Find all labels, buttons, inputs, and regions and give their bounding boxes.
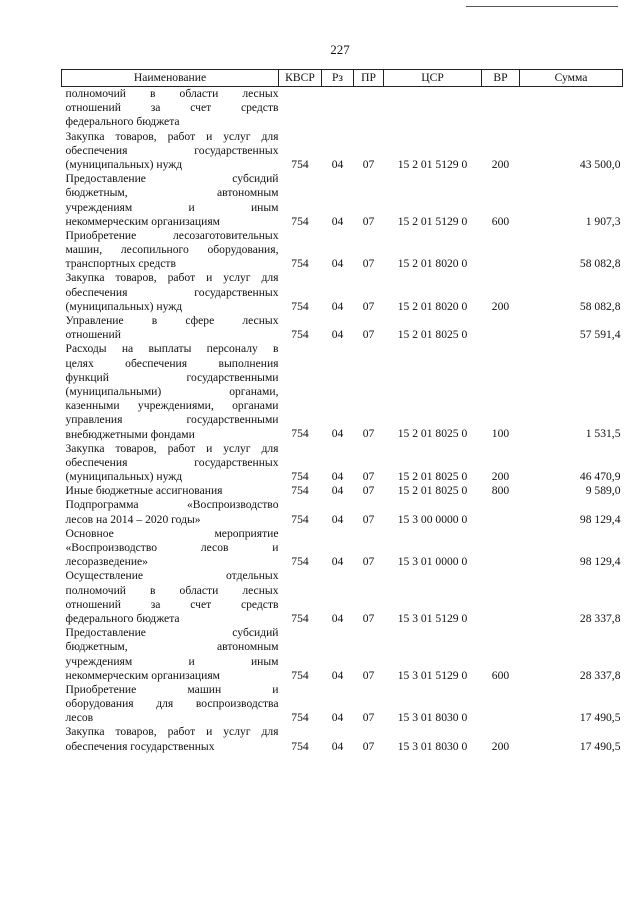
table-row [62,342,623,441]
row-name-line: лесов [65,711,94,725]
row-name-line: бюджетным, автономным [65,640,279,654]
row-name-line: полномочий в области лесных [65,583,279,597]
row-pr: 07 [362,512,375,526]
row-name [62,725,279,753]
row-name [62,498,279,526]
row-name-line: бюджетным, автономным [65,186,279,200]
row-name-line: Закупка товаров, работ и услуг для [65,129,279,143]
table-row [62,172,623,229]
row-name-line: некоммерческим организациям [65,668,220,682]
row-pr: 07 [362,711,375,725]
row-sum: 17 490,5 [579,739,621,753]
row-vr: 200 [491,299,510,313]
row-csr: 15 2 01 8025 0 [397,427,468,441]
row-name-line: (муниципальных) нужд [65,157,183,171]
row-name-line: Управление в сфере лесных [65,314,279,327]
row-name [62,442,279,485]
table-body [62,87,623,754]
row-name-line: Предоставление субсидий [65,172,279,186]
row-name-line: Приобретение лесозаготовительных [65,228,279,242]
row-name-line: транспортных средств [65,257,176,271]
row-pr: 07 [362,257,375,271]
row-kvsr: 754 [291,470,309,484]
row-kvsr: 754 [291,668,309,682]
row-kvsr: 754 [291,711,309,725]
row-name-line: «Воспроизводство лесов и [65,541,279,555]
row-name [62,314,279,342]
row-rz: 04 [331,512,344,526]
row-sum: 17 490,5 [579,711,621,725]
row-sum: 58 082,8 [579,257,621,271]
row-vr: 100 [491,427,510,441]
row-rz: 04 [331,427,344,441]
row-name-line: обеспечения государственных [65,285,279,299]
row-csr: 15 2 01 8025 0 [397,470,468,484]
row-vr: 600 [491,214,510,228]
row-csr [384,87,482,130]
row-sum: 9 589,0 [585,484,621,498]
row-kvsr: 754 [291,157,309,171]
row-rz [322,87,354,130]
row-vr: 200 [491,470,510,484]
row-vr [482,683,520,726]
row-rz: 04 [331,555,344,569]
row-kvsr: 754 [291,512,309,526]
row-name-line: Предоставление субсидий [65,626,279,640]
row-kvsr: 754 [291,555,309,569]
row-pr: 07 [362,555,375,569]
header-vr: ВР [482,70,520,87]
header-rz: Рз [322,70,354,87]
row-name [62,342,279,441]
row-rz: 04 [331,328,344,342]
row-rz: 04 [331,711,344,725]
row-vr: 200 [491,157,510,171]
row-csr: 15 3 01 8030 0 [397,711,468,725]
row-rz: 04 [331,470,344,484]
row-csr: 15 3 01 0000 0 [397,555,468,569]
row-pr: 07 [362,427,375,441]
row-name-line: федерального бюджета [65,611,180,625]
row-name [62,626,279,683]
row-name [62,527,279,570]
row-name-line: Закупка товаров, работ и услуг для [65,271,279,285]
row-vr [482,527,520,570]
table-row [62,314,623,342]
row-csr: 15 3 01 8030 0 [397,739,468,753]
row-rz: 04 [331,299,344,313]
row-name-line: машин, лесопильного оборудования, [65,243,279,257]
table-row [62,725,623,753]
row-name-line: отношений за счет средств [65,597,279,611]
row-vr [482,229,520,272]
row-name-line: учреждениям и иным [65,200,279,214]
row-sum: 1 531,5 [585,427,621,441]
row-name-line: обеспечения государственных [65,143,279,157]
row-name-line: Расходы на выплаты персоналу в [65,342,279,356]
row-name-line: (муниципальными) органами, [65,384,279,398]
table-row [62,87,623,130]
row-name [62,229,279,272]
row-name-line: (муниципальных) нужд [65,470,183,484]
row-name-line: учреждениям и иным [65,654,279,668]
row-sum: 46 470,9 [579,470,621,484]
row-vr: 200 [491,739,510,753]
header-pr: ПР [354,70,384,87]
table-row [62,442,623,485]
header-name: Наименование [62,70,279,87]
header-kvsr: КВСР [279,70,322,87]
row-vr [482,498,520,526]
row-vr: 800 [491,484,510,498]
row-name-line: внебюджетными фондами [65,427,195,441]
row-name-line: обеспечения государственных [65,455,279,469]
row-name-line: (муниципальных) нужд [65,299,183,313]
row-csr: 15 3 01 5129 0 [397,668,468,682]
row-sum: 58 082,8 [579,299,621,313]
row-vr [482,314,520,342]
table-row [62,527,623,570]
row-name-line: Закупка товаров, работ и услуг для [65,725,279,739]
row-name-line: Иные бюджетные ассигнования [65,484,223,498]
header-sum: Сумма [520,70,623,87]
row-name-line: некоммерческим организациям [65,214,220,228]
row-name [62,87,279,130]
row-kvsr [279,87,322,130]
row-sum [520,87,623,130]
row-name-line: целях обеспечения выполнения [65,356,279,370]
row-kvsr: 754 [291,611,309,625]
table-row [62,498,623,526]
row-kvsr: 754 [291,257,309,271]
row-sum: 98 129,4 [579,512,621,526]
row-name [62,683,279,726]
table-header [62,70,623,87]
row-kvsr: 754 [291,328,309,342]
row-kvsr: 754 [291,484,309,498]
row-sum: 98 129,4 [579,555,621,569]
row-rz: 04 [331,484,344,498]
table-row [62,229,623,272]
row-vr [482,87,520,130]
table-row [62,130,623,173]
row-csr: 15 3 00 0000 0 [397,512,468,526]
row-name-line: отношений [65,328,121,342]
row-sum: 57 591,4 [579,328,621,342]
table-row [62,683,623,726]
table-row [62,626,623,683]
row-name-line: Основное мероприятие [65,526,279,540]
row-rz: 04 [331,739,344,753]
row-rz: 04 [331,668,344,682]
budget-table [61,69,623,754]
row-name-line: Подпрограмма «Воспроизводство [65,498,279,512]
row-rz: 04 [331,611,344,625]
row-name-line: полномочий в области лесных [65,87,279,100]
row-name-line: оборудования для воспроизводства [65,697,279,711]
row-kvsr: 754 [291,427,309,441]
row-pr: 07 [362,299,375,313]
row-pr: 07 [362,668,375,682]
row-csr: 15 2 01 5129 0 [397,214,468,228]
row-vr [482,569,520,626]
row-pr: 07 [362,328,375,342]
row-vr: 600 [491,668,510,682]
table-row [62,484,623,498]
row-name-line: казенными учреждениями, органами [65,399,279,413]
row-name-line: управления государственными [65,413,279,427]
row-name-line: Приобретение машин и [65,682,279,696]
row-name-line: федерального бюджета [65,115,180,129]
row-name-line: обеспечения государственных [65,739,215,753]
row-name [62,130,279,173]
table-row [62,271,623,314]
row-pr: 07 [362,739,375,753]
row-sum: 43 500,0 [579,157,621,171]
row-name-line: отношений за счет средств [65,101,279,115]
top-rule [466,6,618,7]
row-pr: 07 [362,611,375,625]
row-pr: 07 [362,484,375,498]
row-csr: 15 2 01 8020 0 [397,299,468,313]
row-kvsr: 754 [291,214,309,228]
row-sum: 1 907,3 [585,214,621,228]
row-rz: 04 [331,257,344,271]
row-csr: 15 2 01 8025 0 [397,484,468,498]
row-rz: 04 [331,157,344,171]
page-number: 227 [330,42,350,57]
row-name [62,569,279,626]
row-sum: 28 337,8 [579,611,621,625]
row-pr: 07 [362,470,375,484]
row-pr: 07 [362,157,375,171]
row-name [62,484,279,498]
row-kvsr: 754 [291,739,309,753]
row-csr: 15 2 01 8025 0 [397,328,468,342]
row-name [62,271,279,314]
row-name-line: Осуществление отдельных [65,569,279,583]
row-rz: 04 [331,214,344,228]
row-csr: 15 2 01 8020 0 [397,257,468,271]
row-name-line: лесов на 2014 – 2020 годы» [65,512,201,526]
row-pr: 07 [362,214,375,228]
table-row [62,569,623,626]
row-kvsr: 754 [291,299,309,313]
row-name-line: Закупка товаров, работ и услуг для [65,441,279,455]
row-name [62,172,279,229]
row-csr: 15 3 01 5129 0 [397,611,468,625]
row-csr: 15 2 01 5129 0 [397,157,468,171]
row-sum: 28 337,8 [579,668,621,682]
row-name-line: лесоразведение» [65,555,148,569]
row-pr [354,87,384,130]
header-csr: ЦСР [384,70,482,87]
row-name-line: функций государственными [65,370,279,384]
